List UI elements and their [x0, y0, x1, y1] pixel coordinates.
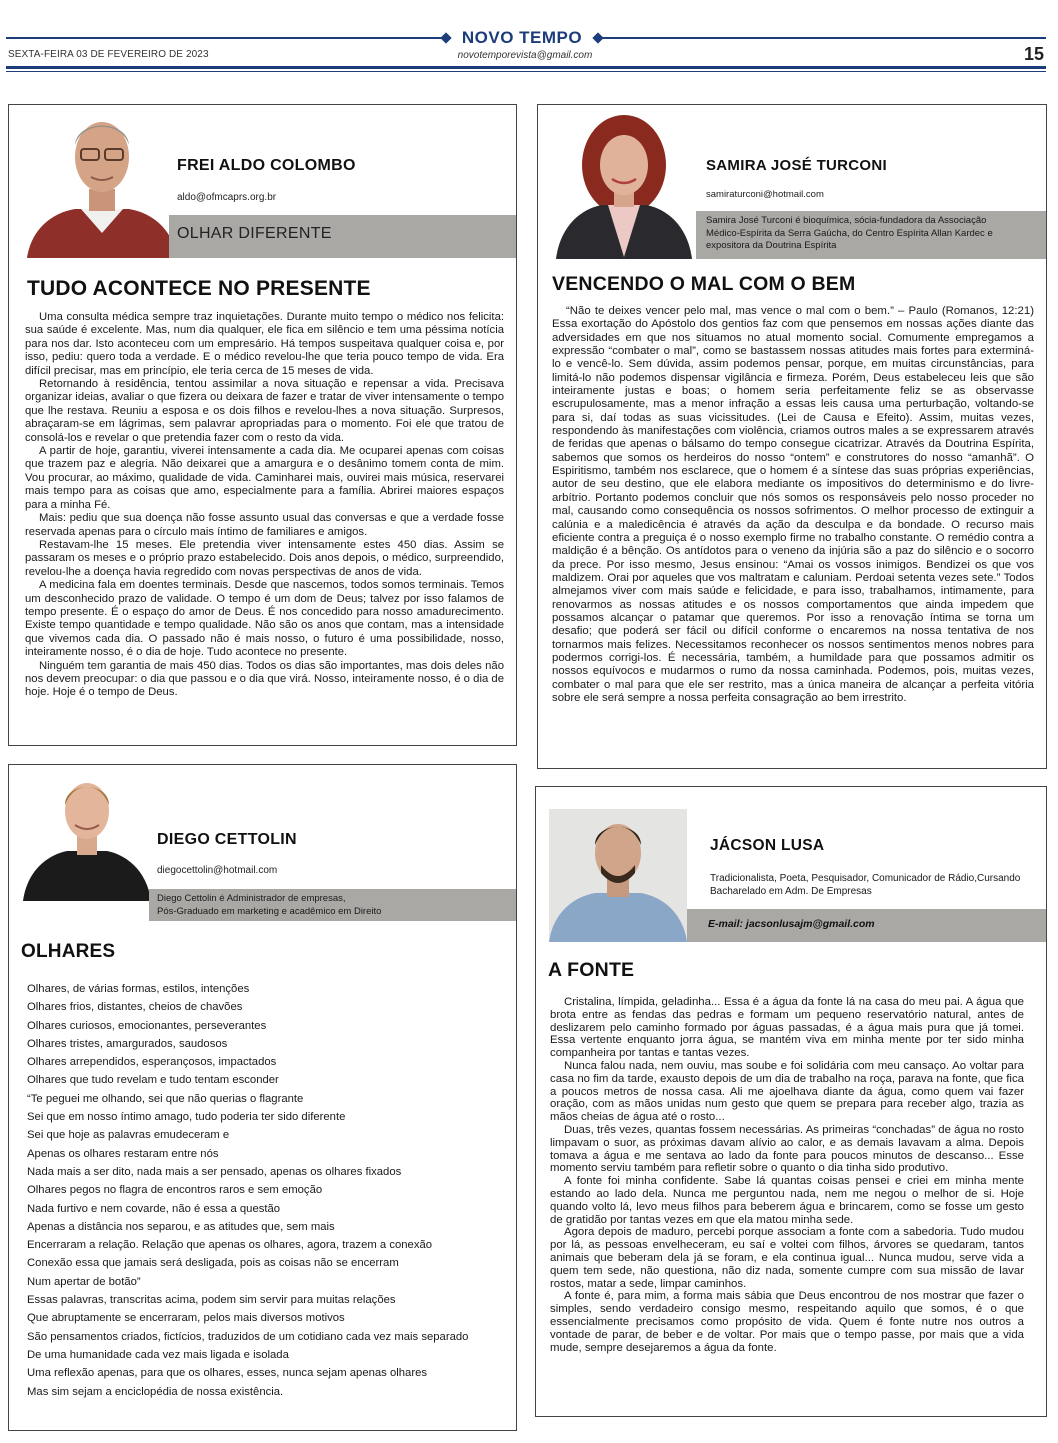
paragraph: Cristalina, límpida, geladinha... Essa é a água da fonte lá na casa do meu pai. A água que brota entre as fendas das pedras e formam um pequeno reservatório natural, antes de deslizarem pelo caminho formado por águas passadas, é a água mais pura que já tomei. Essa vertente enquanto jorra água, se mantém viva em minha mente por ter sido minha companheira por tantas e tantas vezes. [550, 996, 1024, 1060]
poem-line: Num apertar de botão” [27, 1275, 141, 1288]
paragraph: Ninguém tem garantia de mais 450 dias. Todos os dias são importantes, mas dois deles não nos devem preocupar: o dia que passou e o dia que virá. Nosso, inteiramente nosso, é o dia de hoje. Hoje é o tempo de Deus. [25, 659, 504, 699]
poem-line: Uma reflexão apenas, para que os olhares, esses, nunca sejam apenas olhares [27, 1367, 428, 1380]
paragraph: Retornando à residência, tentou assimilar a nova situação e repensar a vida. Precisava organizar ideias, avaliar o que fizera ou deixara de fazer e tratar de viver intensamente o tempo que lhe restava. Reuniu a esposa e os dois filhos e revelou-lhes a nova situação. Surpresos, abraçaram-se em lágrimas, sem palavrar apropriadas para o momento. Foi ele que tratou de consolá-los e revelar o que pretendia fazer com o resto da vida. [25, 378, 504, 444]
poem-line: Olhares que tudo revelam e tudo tentam esconder [27, 1074, 279, 1087]
poem-line: Olhares pegos no flagra de encontros raros e sem emoção [27, 1184, 323, 1197]
paragraph: A fonte foi minha confidente. Sabe lá quantas coisas pensei e criei em minha mente estando ao lado dela. Nunca me perguntou nada, nem me negou o melhor de si. Hoje quando volto lá, levo meus filhos para beberem água e brincarem, como se fosse um gesto de gratidão por tantas vezes em que ela matou minha sede. [550, 1175, 1024, 1226]
poem-line: Que abruptamente se encerraram, pelos mais diversos motivos [27, 1312, 345, 1325]
author-bio: Samira José Turconi é bioquímica, sócia-fundadora da Associação Médico-Espírita da Serra Gaúcha, do Centro Espírita Allan Kardec e expositora da Doutrina Espírita [706, 215, 993, 251]
poem-line: Olhares frios, distantes, cheios de chavões [27, 1001, 243, 1014]
paragraph: Nunca falou nada, nem ouviu, mas soube e foi solidária com meu cansaço. Ao voltar para casa no fim da tarde, exausto depois de um dia de trabalho na roça, parava na fonte, que fica a poucos metros de nossa casa. Ali me ajoelhava diante da água, como quem vai fazer oração, com as mãos unidas num gesto que quem se prepara para receber algo, trazia as mãos cheias de água até o rosto... [550, 1059, 1024, 1124]
author-name: SAMIRA JOSÉ TURCONI [706, 157, 887, 174]
author-photo-aldo [25, 105, 179, 258]
poem-line: Essas palavras, transcritas acima, podem sim servir para muitas relações [27, 1294, 396, 1307]
article-body [552, 305, 1034, 705]
poem-line: “Te peguei me olhando, sei que não querias o flagrante [27, 1092, 304, 1105]
author-photo-diego [23, 771, 151, 901]
issue-date: SEXTA-FEIRA 03 DE FEVEREIRO DE 2023 [8, 49, 209, 60]
author-bio-line1: Diego Cettolin é Administrador de empresas, [157, 893, 346, 904]
section-label: OLHAR DIFERENTE [177, 225, 332, 242]
author-portrait-icon [554, 107, 694, 259]
poem-line: Nada mais a ser dito, nada mais a ser pensado, apenas os olhares fixados [27, 1165, 402, 1178]
poem-line: Apenas a distância nos separou, e as atitudes que, sem mais [27, 1220, 335, 1233]
masthead-divider-thin [6, 71, 1046, 72]
article-headline: VENCENDO O MAL COM O BEM [552, 273, 856, 295]
author-portrait-icon [23, 771, 151, 901]
poem-line: Sei que em nosso íntimo amago, tudo poderia ter sido diferente [27, 1111, 346, 1124]
article-jacson [535, 786, 1047, 1417]
poem-line: Olhares, de várias formas, estilos, intenções [27, 983, 250, 995]
poem-line: Olhares arrependidos, esperançosos, impactados [27, 1056, 277, 1069]
page-number: 15 [1023, 44, 1044, 64]
author-photo-jacson [549, 809, 687, 942]
masthead-divider [6, 66, 1046, 69]
article-headline: OLHARES [21, 941, 116, 962]
paragraph: A fonte é, para mim, a forma mais sábia que Deus encontrou de nos mostrar que fazer o simples, sendo verdadeiro consigo mesmo, respeitando aquilo que somos, é o que essencialmente precisamos como propósito de vida. Quem é fonte nutre nos outros a vontade de parar, de beber e de voltar. Por mais que o tempo passe, por mais que a vida mude, sempre desejaremos a água da fonte. [550, 1290, 1024, 1354]
author-bio: Tradicionalista, Poeta, Pesquisador, Comunicador de Rádio,Cursando Bacharelado em Adm. De Empresas [710, 873, 1021, 897]
paragraph: Mais: pediu que sua doença não fosse assunto usual das conversas e que a verdade fosse reservada apenas para o círculo mais íntimo de familiares e amigos. [25, 512, 504, 538]
paragraph: A medicina fala em doentes terminais. Desde que nascemos, todos somos terminais. Temos um desconhecido prazo de validade. O tempo é um dom de Deus; talvez por isso falamos de tempo presente. É o espaço do amor de Deus. É nos concedido para nosso amadurecimento. Existe tempo quantidade e tempo qualidade. Não são os anos que contam, mas a intensidade que vivemos cada dia. O passado não é mais nosso, o futuro é uma possibilidade, nosso, inteiramente nosso, é o dia de hoje. Tudo acontece no presente. [25, 579, 504, 659]
article-headline: TUDO ACONTECE NO PRESENTE [27, 277, 371, 300]
author-email[interactable]: E-mail: jacsonlusajm@gmail.com [708, 918, 875, 930]
paragraph: Duas, três vezes, quantas fossem necessárias. As primeiras “conchadas” de água no rosto limpavam o suor, as próximas davam alívio ao calor, e as demais lavavam a alma. Depois tomava a água e me sentava ao lado da fonte para poucos minutos de descanso... Esse momento serviu também para refletir sobre o quanto o dia tinha sido produtivo. [550, 1123, 1024, 1175]
poem-line: Encerraram a relação. Relação que apenas os olhares, agora, trazem a conexão [27, 1239, 433, 1252]
article-body [25, 311, 504, 700]
newspaper-email[interactable]: novotemporevista@gmail.com [457, 50, 593, 61]
author-email[interactable]: samiraturconi@hotmail.com [706, 189, 824, 200]
poem-line: São pensamentos criados, fictícios, traduzidos de um cotidiano cada vez mais separado [27, 1330, 469, 1343]
author-photo-samira [554, 107, 694, 259]
author-name: FREI ALDO COLOMBO [177, 157, 356, 174]
poem-line: Mas sim sejam a enciclopédia de nossa existência. [27, 1385, 284, 1398]
poem-line: Apenas os olhares restaram entre nós [27, 1147, 219, 1160]
author-portrait-icon [25, 105, 179, 258]
masthead-rule-left [6, 37, 446, 39]
poem-line: Olhares tristes, amargurados, saudosos [27, 1037, 228, 1050]
poem-line: Nada furtivo e nem covarde, não é essa a questão [27, 1202, 281, 1215]
paragraph: “Não te deixes vencer pelo mal, mas vence o mal com o bem.” – Paulo (Romanos, 12:21) Essa exortação do Apóstolo dos gentios faz com que pensemos em nossas ações diante das adversidades em que nos situamos no atual momento social. Comumente empregamos a expressão “combater o mal”, como se bastassem nossas atitudes mais fortes para exterminá-lo e vencê-lo. Sem dúvida, assim podemos pensar, porque, em muitas circunstâncias, para limitá-lo não podemos dispensar vigilância e firmeza. Porém, Deus estabeleceu leis que são inteiramente justas e boas; o homem seria perfeitamente feliz se as observasse escrupulosamente, mas a menor infração a essas leis causa uma perturbação, voltando-se para si, daí todas as suas vicissitudes. (Lei de Causa e Efeito). Assim, muitas vezes, respondendo às manifestações com violência, criamos outros males a se expressarem através de feridas que apenas o bálsamo do tempo consegue cicatrizar. Através da Doutrina Espírita, sabemos que somos os herdeiros do nosso “ontem” e construtores do nosso “amanhã”. O Espiritismo, também nos esclarece, que o homem é a síntese das suas próprias experiências, autor de seu destino, que ele elabora mediante os impositivos do determinismo e do livre-arbítrio. Portanto podemos concluir que nós somos os responsáveis pelo nosso proceder no mal, causando como consequência os nossos sofrimentos. O melhor processo de extinguir a calúnia e a maledicência é através da ação da desculpa e da bondade. O recurso mais eficiente contra a preguiça é o nosso exemplo firme no trabalho constante. O remédio contra a maldição é a bênção. Os antídotos para o veneno da injúria são a paz do silêncio e o socorro da prece. Por isso mesmo, Jesus ensinou: “Amai os vossos inimigos. Bendizei os que vos maldizem. Orai por aqueles que vos maltratam e caluniam. Perdoai setenta vezes sete.” Todos almejamos viver com mais saúde e felicidade, e para isso, trabalhamos, intimamente, para renovarmos as nossas atitudes e os nossos comportamentos que ainda impedem que possamos alcançar o patamar que queremos. Por isso a renovação íntima se torna um desafio; que poderá ser fácil ou difícil conforme o encaremos na nossa tentativa de nos tornarmos mais felizes. Necessitamos reconhecer os nossos sentimentos menos nobres para podermos corrigi-los. É necessária, também, a humildade para que possamos admitir os nossos equívocos e mudarmos o rumo da nossa caminhada. Podemos, pois, muitas vezes, combater o mal para que ele ser restrito, mas a única maneira de alcançar a perfeita vitória sobre ele será sempre a nossa perfeita consagração ao bem irrestrito. [552, 305, 1034, 704]
masthead [0, 0, 1058, 72]
poem-line: Sei que hoje as palavras emudeceram e [27, 1129, 230, 1142]
article-samira [537, 104, 1047, 769]
masthead-rule-right [598, 37, 1046, 39]
author-email[interactable]: diegocettolin@hotmail.com [157, 865, 278, 876]
article-aldo [8, 104, 517, 746]
author-name: DIEGO CETTOLIN [157, 831, 297, 848]
poem-body [27, 980, 507, 1401]
paragraph: Agora depois de maduro, percebi porque associam a fonte com a sabedoria. Tudo mudou por lá, as pessoas envelheceram, eu saí e voltei com filhos, árvores se quedaram, tantos animais que beberam dela já se foram, e ela continua igual... Nunca mudou, serve vida a quem tem sede, não questiona, não diz nada, somente cumpre com sua missão de lavar rostos, matar a sede, limpar caminhos. [550, 1226, 1024, 1290]
poem-line: Olhares curiosos, emocionantes, perseverantes [27, 1019, 267, 1032]
article-headline: A FONTE [548, 959, 635, 981]
article-body [550, 996, 1024, 1354]
newspaper-title: NOVO TEMPO [461, 28, 583, 47]
paragraph: Restavam-lhe 15 meses. Ele pretendia viver intensamente estes 450 dias. Assim se passaram os meses e o próprio prazo estabelecido. Dois anos depois, o médico, surpreendido, revelou-lhe a doença havia regredido com novas perspectivas de anos de vida. [25, 538, 504, 578]
author-bio-line2: Pós-Graduado em marketing e acadêmico em Direito [157, 906, 382, 917]
author-name: JÁCSON LUSA [710, 837, 825, 854]
paragraph: Uma consulta médica sempre traz inquietações. Durante muito tempo o médico nos felicita: sua saúde é excelente. Mas, num dia qualquer, ele fica em silêncio e tem uma péssima notícia para nos dar. Isto aconteceu com um empresário. Há tempos suspeitava qualquer coisa e, por isso, pediu: quero toda a verdade. E o médico revelou-lhe que teria pouco tempo de vida. Era difícil precisar, mas em princípio, ele teria cerca de 15 meses de vida. [25, 311, 504, 377]
poem-line: De uma humanidade cada vez mais ligada e isolada [27, 1348, 289, 1361]
poem-line: Conexão essa que jamais será desligada, pois as coisas não se encerram [27, 1257, 399, 1270]
author-email[interactable]: aldo@ofmcaprs.org.br [177, 192, 277, 203]
author-portrait-icon [549, 809, 687, 942]
paragraph: A partir de hoje, garantiu, viverei intensamente a cada dia. Me ocuparei apenas com coisas que trazem paz e alegria. Não deixarei que a amargura e o desânimo tomem conta de mim. Vou procurar, ao máximo, qualidade de vida. Caminharei mais, ouvirei mais música, reservarei mais tempo para as coisas que amo, especialmente para a família. Abrirei maiores espaços para a minha Fé. [25, 445, 504, 511]
article-diego [8, 764, 517, 1431]
